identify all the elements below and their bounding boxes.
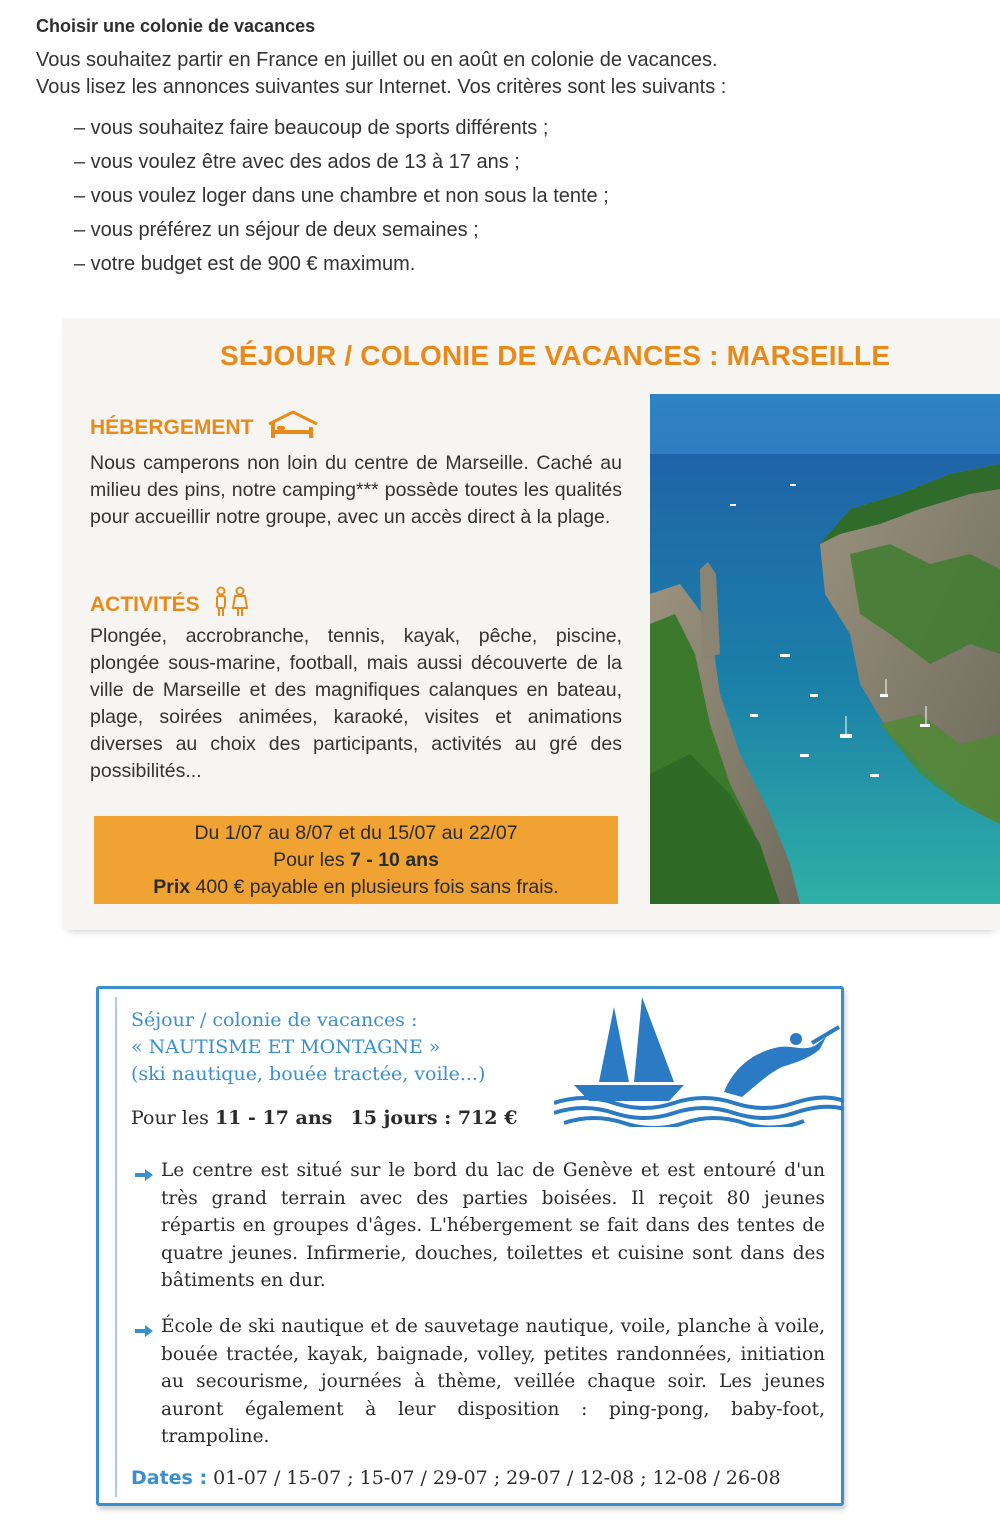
arrow-right-icon xyxy=(135,1163,153,1191)
activities-bullet xyxy=(135,1313,825,1451)
calanques-photo xyxy=(650,394,1000,904)
hebergement-heading xyxy=(90,410,321,446)
ad-nautisme-head-2: « NAUTISME ET MONTAGNE » xyxy=(131,1036,441,1058)
box-age-prefix: Pour les xyxy=(273,849,351,871)
sailboat-waterski-logo xyxy=(554,997,844,1127)
arrow-right-icon xyxy=(135,1319,153,1347)
ad-nautisme-meta xyxy=(131,1107,517,1129)
ad-nautisme-heading xyxy=(131,1007,485,1088)
ad-marseille-title: SÉJOUR / COLONIE DE VACANCES : MARSEILLE xyxy=(220,340,891,371)
activites-label: ACTIVITÉS xyxy=(90,593,200,616)
meta-age: 11 - 17 ans xyxy=(214,1107,333,1129)
box-age-line xyxy=(94,847,618,874)
criteria-item: – vous préférez un séjour de deux semaines ; xyxy=(74,219,479,241)
ad-nautisme-dates xyxy=(131,1467,781,1489)
hebergement-text: Nous camperons non loin du centre de Marseille. Caché au milieu des pins, notre camping*** possède toutes les qualités pour accueillir notre groupe, avec un accès direct à la plage. xyxy=(90,452,622,528)
intro-section xyxy=(36,16,966,281)
ad-marseille xyxy=(62,318,1000,930)
criteria-item: – vous souhaitez faire beaucoup de sports différents ; xyxy=(74,117,549,139)
criteria-item: – vous voulez loger dans une chambre et non sous la tente ; xyxy=(74,185,609,207)
dates-label: Dates : xyxy=(131,1467,208,1489)
box-price-line xyxy=(94,874,618,901)
info-bullet-text: Le centre est situé sur le bord du lac de Genève et est entouré d'un très grand terrain avec des parties boisées. Il reçoit 80 jeunes répartis en groupes d'âges. L'hébergement se fait dans des tentes de quatre jeunes. Infirmerie, douches, toilettes et cuisine sont dans des bâtiments en dur. xyxy=(161,1160,825,1291)
info-bullet xyxy=(135,1157,825,1295)
intro-title: Choisir une colonie de vacances xyxy=(36,16,316,36)
criteria-list xyxy=(74,111,966,281)
meta-duration: 15 jours : 712 € xyxy=(350,1107,518,1129)
activites-text: Plongée, accrobranche, tennis, kayak, pêche, piscine, plongée sous-marine, football, mais aussi découverte de la ville de Marseille et des magnifiques calanques en bateau, plage, soirées animées, karaoké, visites et animations diverses au choix des participants, activités au gré des possibilités... xyxy=(90,625,622,782)
ad-nautisme-head-1: Séjour / colonie de vacances : xyxy=(131,1009,418,1031)
intro-line-1: Vous souhaitez partir en France en juillet ou en août en colonie de vacances. xyxy=(36,49,718,71)
activities-bullet-text: École de ski nautique et de sauvetage nautique, voile, planche à voile, bouée tractée, kayak, baignade, volley, petites randonnées, initiation au secourisme, journées à thème, veillée chaque soir. Les jeunes auront également à leur disposition : ping-pong, baby-foot, trampoline. xyxy=(161,1316,825,1447)
ad-nautisme xyxy=(96,986,844,1506)
box-price-label: Prix xyxy=(153,876,191,898)
house-bed-icon xyxy=(265,410,321,446)
dates-text: 01-07 / 15-07 ; 15-07 / 29-07 ; 29-07 / 12-08 ; 12-08 / 26-08 xyxy=(207,1467,781,1489)
hebergement-label: HÉBERGEMENT xyxy=(90,416,254,439)
box-price-text: 400 € payable en plusieurs fois sans frais. xyxy=(190,876,559,898)
activites-heading xyxy=(90,586,250,624)
meta-prefix: Pour les xyxy=(131,1107,215,1129)
criteria-item: – votre budget est de 900 € maximum. xyxy=(74,253,416,275)
ad-nautisme-head-3: (ski nautique, bouée tractée, voile...) xyxy=(131,1063,486,1085)
intro-line-2: Vous lisez les annonces suivantes sur Internet. Vos critères sont les suivants : xyxy=(36,76,727,98)
ad-nautisme-inner-border xyxy=(115,997,117,1497)
box-dates: Du 1/07 au 8/07 et du 15/07 au 22/07 xyxy=(194,822,518,844)
dates-price-box xyxy=(94,816,618,904)
box-age: 7 - 10 ans xyxy=(350,849,439,871)
people-icon xyxy=(212,586,250,624)
criteria-item: – vous voulez être avec des ados de 13 à 17 ans ; xyxy=(74,151,520,173)
